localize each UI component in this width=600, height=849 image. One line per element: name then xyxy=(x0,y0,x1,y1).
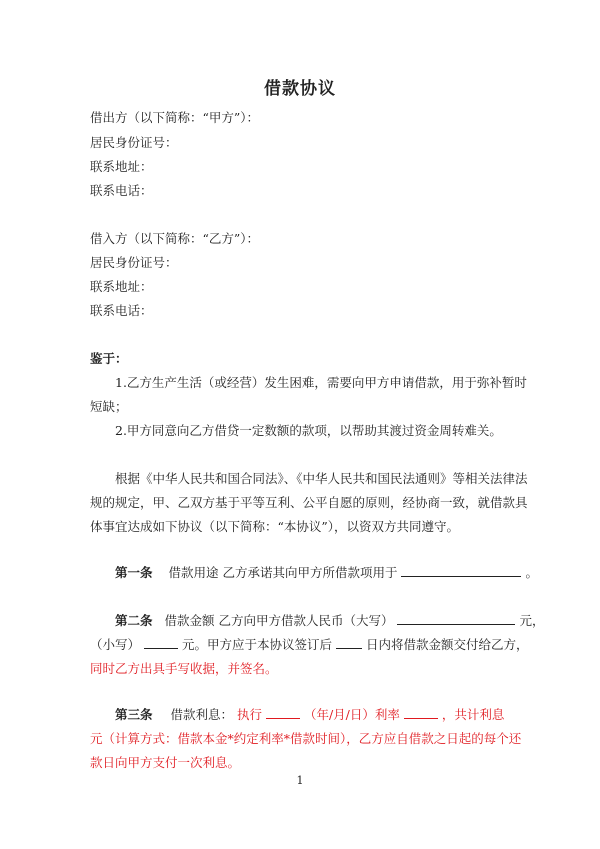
borrower-id-label: 居民身份证号： xyxy=(90,255,178,270)
article1-label: 第一条 xyxy=(115,565,153,580)
article2-line2-a: （小写） xyxy=(90,637,141,652)
basis-line3: 体事宜达成如下协议（以下简称：“本协议”），以资双方共同遵守。 xyxy=(90,519,460,534)
article3-label: 第三条 xyxy=(115,707,153,722)
lender-name-label: 借出方（以下简称：“甲方”）： xyxy=(90,110,260,125)
article3-line1 xyxy=(115,705,504,723)
article3-line1-b: 执行 xyxy=(236,707,262,722)
lender-address-label: 联系地址： xyxy=(90,159,153,174)
article2-line1-b: 元， xyxy=(519,613,545,628)
article3-line1-c: （年/月/日）利率 xyxy=(303,707,400,722)
article3-line3: 款日向甲方支付一次利息。 xyxy=(90,755,241,770)
article3-line1-a: 借款利息： xyxy=(170,707,233,722)
delivery-days-blank[interactable] xyxy=(336,636,362,649)
article3-line2: 元（计算方式：借款本金*约定利率*借款时间），乙方应自借款之日起的每个还 xyxy=(90,731,522,746)
article2-label: 第二条 xyxy=(115,613,153,628)
article2-line2 xyxy=(90,635,528,653)
article2-line3: 同时乙方出具手写收据，并签名。 xyxy=(90,661,278,676)
article2-line1 xyxy=(115,611,544,629)
article1-purpose-blank[interactable] xyxy=(401,564,521,577)
amount-lowercase-blank[interactable] xyxy=(144,636,178,649)
borrower-phone-label: 联系电话： xyxy=(90,303,153,318)
article1-line xyxy=(115,563,538,581)
whereas-item1-line1: 1.乙方生产生活（或经营）发生困难，需要向甲方申请借款，用于弥补暂时 xyxy=(115,375,527,390)
whereas-item2: 2.甲方同意向乙方借贷一定数额的款项，以帮助其渡过资金周转难关。 xyxy=(115,423,502,438)
amount-uppercase-blank[interactable] xyxy=(397,612,515,625)
article2-line2-c: 日内将借款金额交付给乙方， xyxy=(365,637,529,652)
rate-type-blank[interactable] xyxy=(266,706,300,719)
lender-id-label: 居民身份证号： xyxy=(90,135,178,150)
article3-line1-d: ，共计利息 xyxy=(441,707,505,722)
page-number: 1 xyxy=(296,774,304,787)
document-title: 借款协议 xyxy=(264,79,336,99)
article2-line2-b: 元。甲方应于本协议签订后 xyxy=(181,637,332,652)
whereas-item1-line2: 短缺； xyxy=(90,399,128,414)
basis-line2: 规的规定，甲、乙双方基于平等互利、公平自愿的原则，经协商一致，就借款具 xyxy=(90,495,528,510)
article1-text: 借款用途 乙方承诺其向甲方所借款项用于 xyxy=(168,565,398,580)
whereas-heading: 鉴于： xyxy=(90,351,128,366)
basis-line1: 根据《中华人民共和国合同法》、《中华人民共和国民法通则》等相关法律法 xyxy=(115,471,528,486)
article1-end: 。 xyxy=(525,565,538,580)
article2-line1-a: 借款金额 乙方向甲方借款人民币（大写） xyxy=(164,613,394,628)
borrower-address-label: 联系地址： xyxy=(90,279,153,294)
borrower-name-label: 借入方（以下简称：“乙方”）： xyxy=(90,231,260,246)
lender-phone-label: 联系电话： xyxy=(90,183,153,198)
interest-rate-blank[interactable] xyxy=(404,706,438,719)
